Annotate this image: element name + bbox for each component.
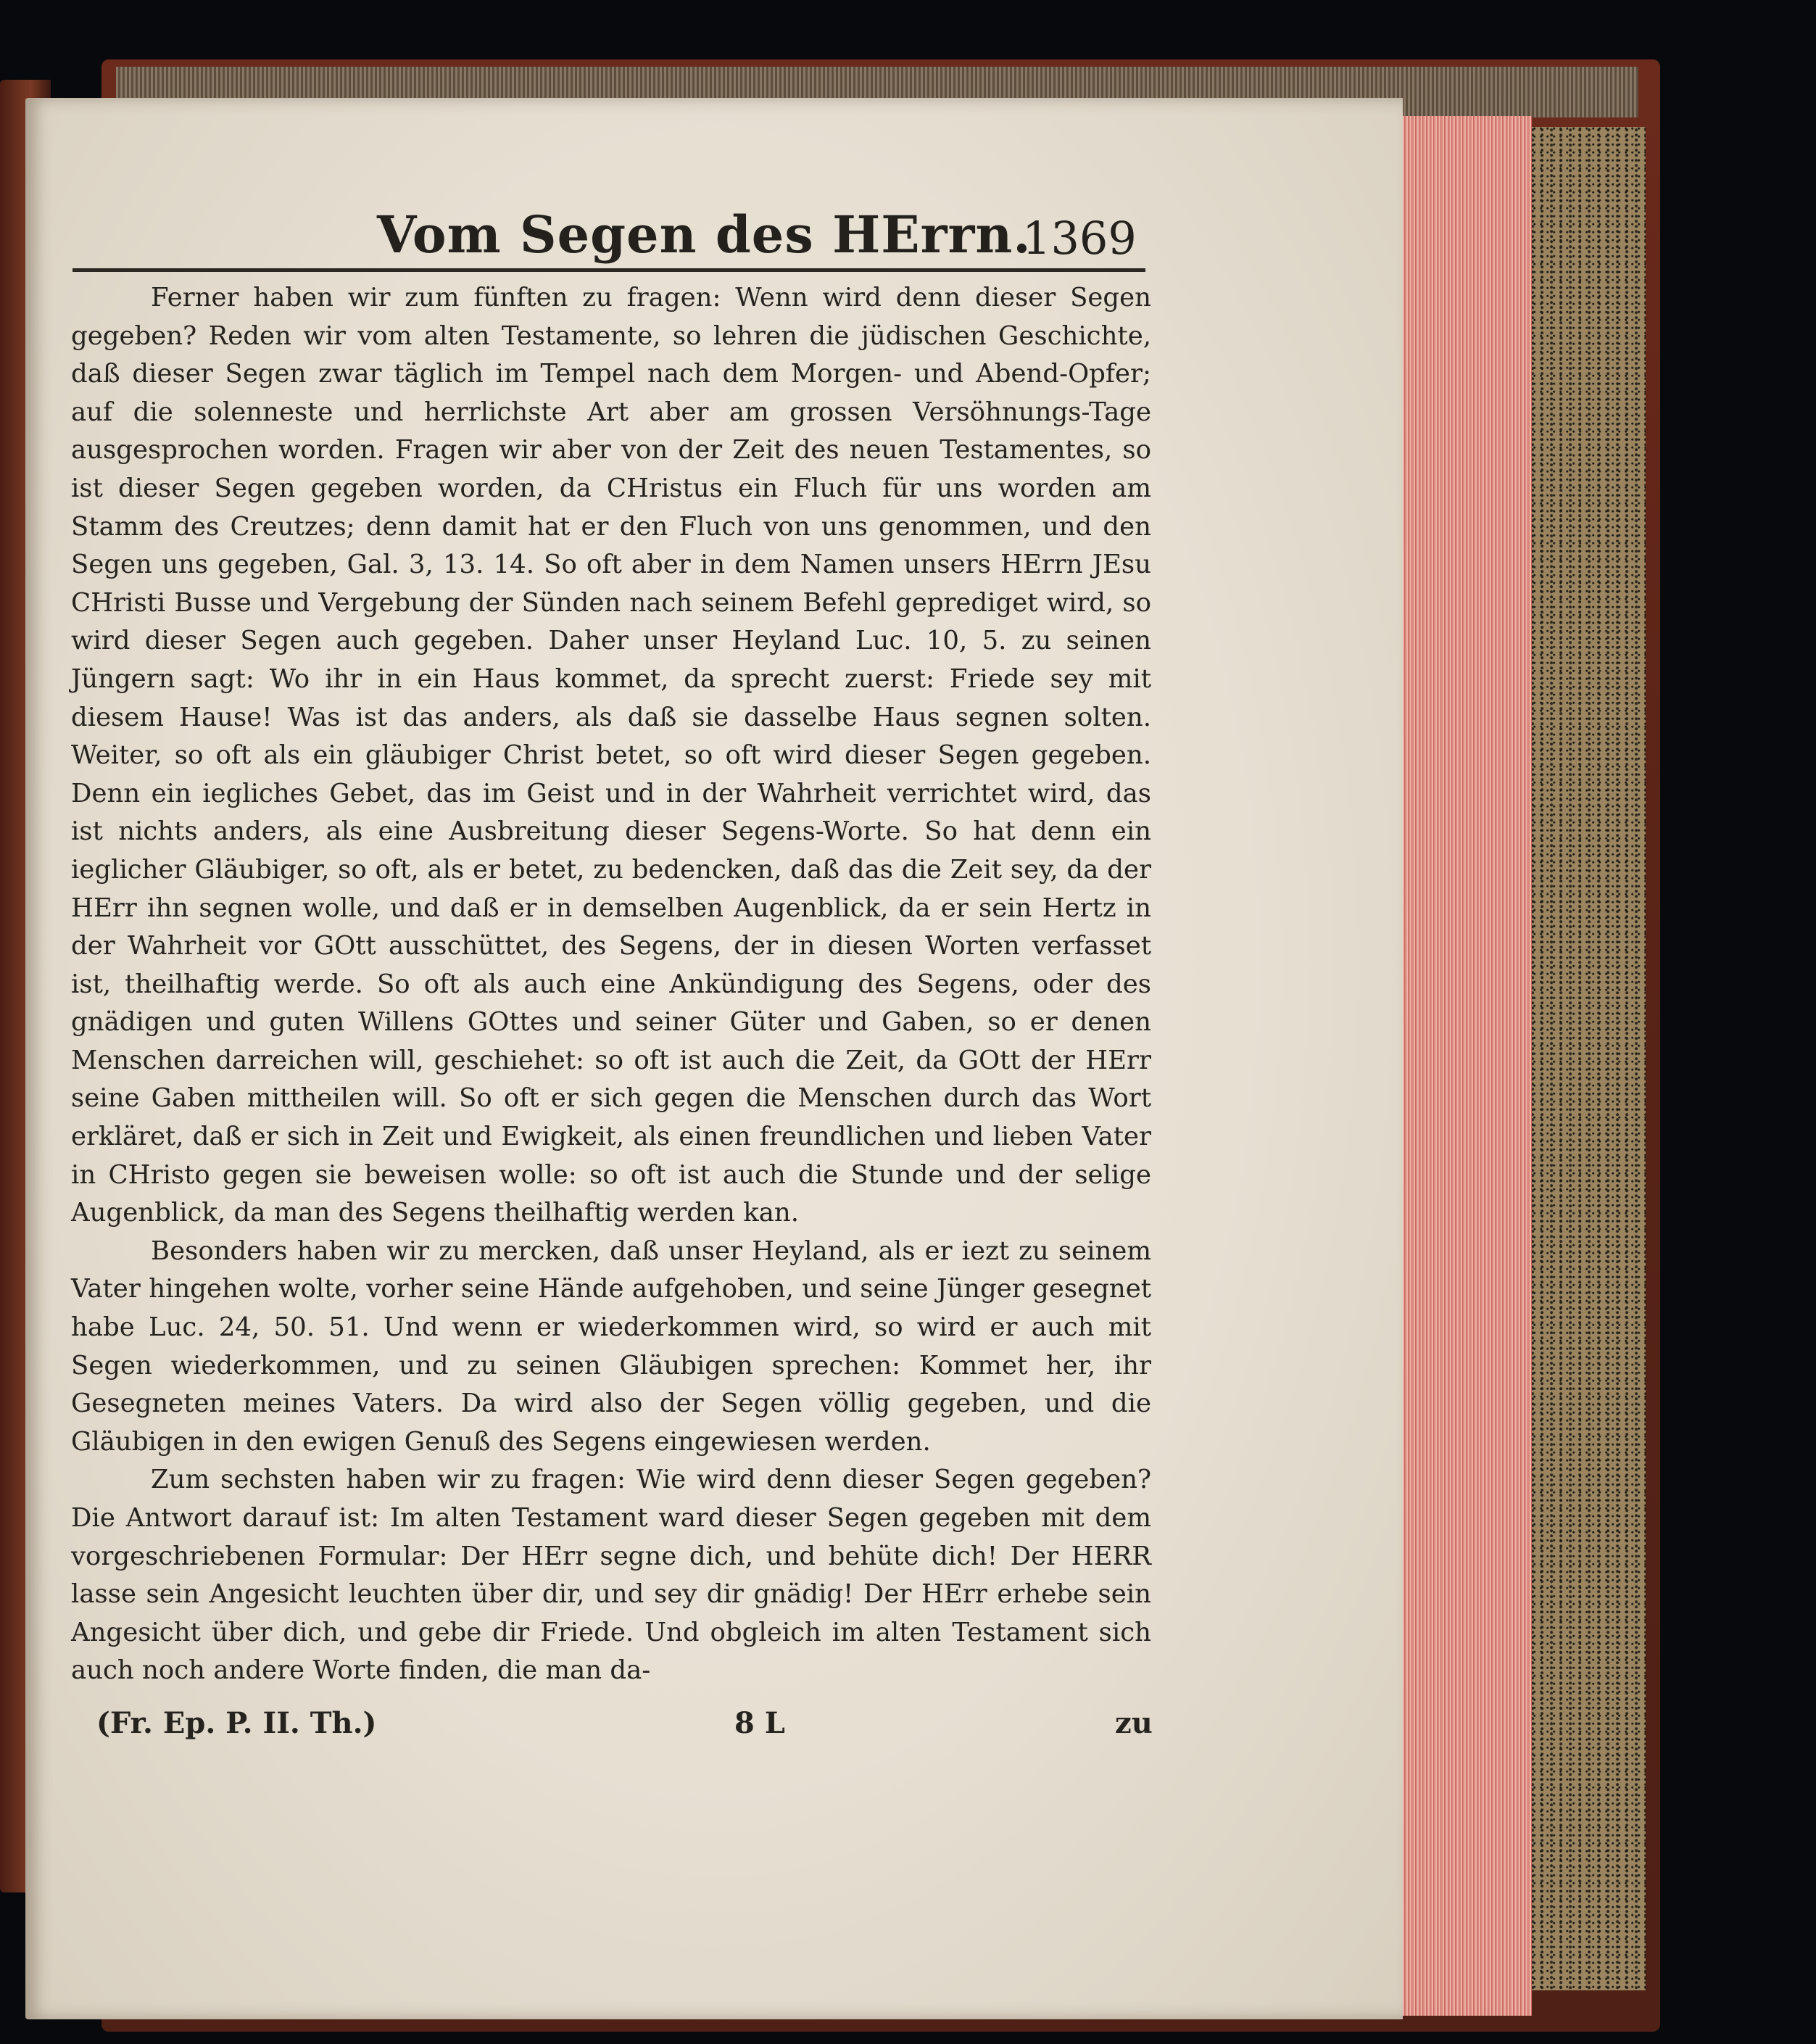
page-footer — [71, 1706, 1151, 1750]
catchword: zu — [1115, 1706, 1153, 1740]
paragraph-1: Ferner haben wir zum fünften zu fragen: Wenn wird denn dieser Segen gegeben? Reden wir vom alten Testamente, so lehren die jüdischen Geschichte, daß dieser Segen zwar täglich im Tempel nach dem Morgen- und Abend-Opfer; auf die solenneste und herrlichste Art aber am grossen Versöhnungs-Tage ausgesprochen worden. Fragen wir aber von der Zeit des neuen Testamentes, so ist dieser Segen gegeben worden, da CHristus ein Fluch für uns worden am Stamm des Creutzes; denn damit hat er den Fluch von uns genommen, und den Segen uns gegeben, Gal. 3, 13. 14. So oft aber in dem Namen unsers HErrn JEsu CHristi Busse und Vergebung der Sünden nach seinem Befehl geprediget wird, so wird dieser Segen auch gegeben. Daher unser Heyland Luc. 10, 5. zu seinen Jüngern sagt: Wo ihr in ein Haus kommet, da sprecht zuerst: Friede sey mit diesem Hause! Was ist das anders, als daß sie dasselbe Haus segnen solten. Weiter, so oft als ein gläubiger Christ betet, so oft wird dieser Segen gegeben. Denn ein iegliches Gebet, das im Geist und in der Wahrheit verrichtet wird, das ist nichts anders, als eine Ausbreitung dieser Segens-Worte. So hat denn ein ieglicher Gläubiger, so oft, als er betet, zu bedencken, daß das die Zeit sey, da der HErr ihn segnen wolle, und daß er in demselben Augenblick, da er sein Hertz in der Wahrheit vor GOtt ausschüttet, des Segens, der in diesen Worten verfasset ist, theilhaftig werde. So oft als auch eine Ankündigung des Segens, oder des gnädigen und guten Willens GOttes und seiner Güter und Gaben, so er denen Menschen darreichen will, geschiehet: so oft ist auch die Zeit, da GOtt der HErr seine Gaben mittheilen will. So oft er sich gegen die Menschen durch das Wort erkläret, daß er sich in Zeit und Ewigkeit, als einen freundlichen und lieben Vater in CHristo gegen sie beweisen wolle: so oft ist auch die Stunde und der selige Augenblick, da man des Segens theilhaftig werden kan. — [71, 283, 1151, 1228]
paragraph-3: Zum sechsten haben wir zu fragen: Wie wird denn dieser Segen gegeben? Die Antwort darauf ist: Im alten Testament ward dieser Segen gegeben mit dem vorgeschriebenen Formular: Der HErr segne dich, und behüte dich! Der HERR lasse sein Angesicht leuchten über dir, und sey dir gnädig! Der HErr erhebe sein Angesicht über dich, und gebe dir Friede. Und obgleich im alten Testament sich auch noch andere Worte finden, die man da- — [71, 1465, 1151, 1686]
body-text — [71, 279, 1151, 1690]
marbled-endpaper — [1526, 127, 1646, 1990]
red-page-edges — [1396, 116, 1532, 2016]
paragraph-2: Besonders haben wir zu mercken, daß unser Heyland, als er iezt zu seinem Vater hingehen wolte, vorher seine Hände aufgehoben, und seine Jünger gesegnet habe Luc. 24, 50. 51. Und wenn er wiederkommen wird, so wird er auch mit Segen wiederkommen, und zu seinen Gläubigen sprechen: Kommet her, ihr Gesegneten meines Vaters. Da wird also der Segen völlig gegeben, und die Gläubigen in den ewigen Genuß des Segens eingewiesen werden. — [71, 1236, 1151, 1457]
signature-title: (Fr. Ep. P. II. Th.) — [96, 1706, 377, 1740]
page-number: 1369 — [1022, 212, 1137, 265]
header-rule — [72, 268, 1145, 272]
signature-mark: 8 L — [734, 1706, 785, 1740]
running-head: Vom Segen des HErrn. — [377, 204, 1032, 265]
